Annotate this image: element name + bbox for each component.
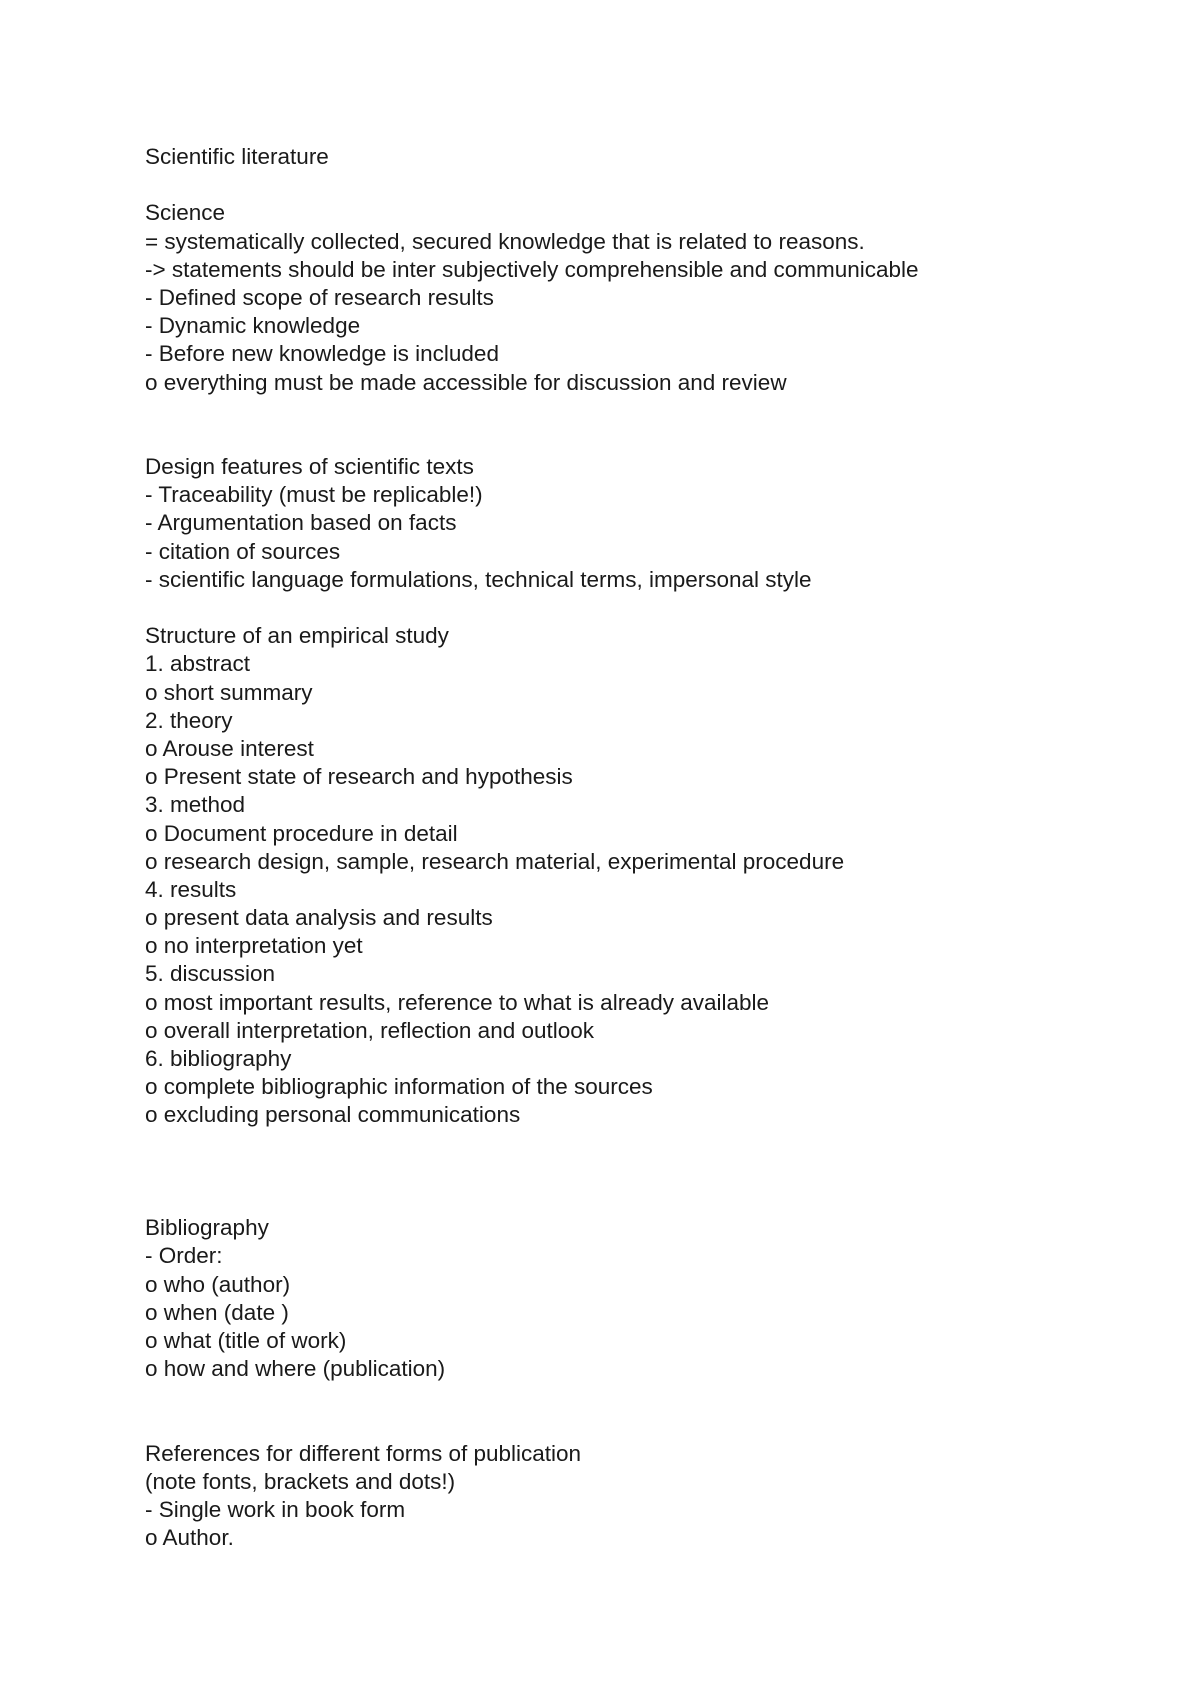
section-science [145, 199, 1145, 396]
text-line: - Dynamic knowledge [145, 313, 361, 339]
spacer [145, 594, 1145, 622]
text-line: o short summary [145, 679, 313, 705]
text-line: o most important results, reference to what is already available [145, 989, 770, 1015]
text-line: (note fonts, brackets and dots!) [145, 1468, 456, 1494]
text-line: 2. theory [145, 707, 233, 733]
text-line: - citation of sources [145, 538, 341, 564]
document-body [145, 143, 1145, 1552]
text-line: o research design, sample, research material, experimental procedure [145, 848, 845, 874]
text-line: o excluding personal communications [145, 1102, 521, 1128]
document-title: Scientific literature [145, 144, 329, 169]
spacer [145, 1130, 1145, 1215]
section-bibliography [145, 1214, 1145, 1383]
text-line: - Defined scope of research results [145, 284, 494, 310]
text-line: - Traceability (must be replicable!) [145, 482, 483, 508]
text-line: 3. method [145, 792, 246, 818]
text-line: o overall interpretation, reflection and outlook [145, 1017, 595, 1043]
text-line: -> statements should be inter subjectively comprehensible and communicable [145, 256, 919, 282]
text-line: - Single work in book form [145, 1497, 406, 1523]
text-line: - Before new knowledge is included [145, 341, 499, 367]
text-line: o when (date ) [145, 1299, 289, 1325]
text-line: o Present state of research and hypothesis [145, 764, 573, 790]
text-line: = systematically collected, secured knowledge that is related to reasons. [145, 228, 865, 254]
section-heading: Design features of scientific texts [145, 454, 474, 480]
text-line: o what (title of work) [145, 1327, 347, 1353]
section-heading: Bibliography [145, 1215, 269, 1241]
text-line: - scientific language formulations, technical terms, impersonal style [145, 566, 812, 592]
text-line: - Argumentation based on facts [145, 510, 457, 536]
text-line: o Document procedure in detail [145, 820, 458, 846]
section-heading: References for different forms of publication [145, 1440, 582, 1466]
text-line: 5. discussion [145, 961, 276, 987]
text-line: - Order: [145, 1243, 223, 1269]
text-line: o everything must be made accessible for discussion and review [145, 369, 787, 395]
text-line: o present data analysis and results [145, 905, 493, 931]
section-heading: Science [145, 200, 226, 226]
section-empirical-study-structure [145, 622, 1145, 1129]
section-design-features [145, 453, 1145, 594]
text-line: o Arouse interest [145, 735, 314, 761]
section-references [145, 1440, 1145, 1553]
text-line: 1. abstract [145, 651, 251, 677]
text-line: o complete bibliographic information of the sources [145, 1074, 653, 1100]
spacer [145, 397, 1145, 453]
text-line: o who (author) [145, 1271, 291, 1297]
text-line: o no interpretation yet [145, 933, 363, 959]
text-line: 4. results [145, 876, 237, 902]
section-heading: Structure of an empirical study [145, 623, 449, 649]
text-line: o how and where (publication) [145, 1356, 446, 1382]
text-line: o Author. [145, 1525, 234, 1551]
spacer [145, 171, 1145, 199]
text-line: 6. bibliography [145, 1046, 292, 1072]
spacer [145, 1383, 1145, 1439]
